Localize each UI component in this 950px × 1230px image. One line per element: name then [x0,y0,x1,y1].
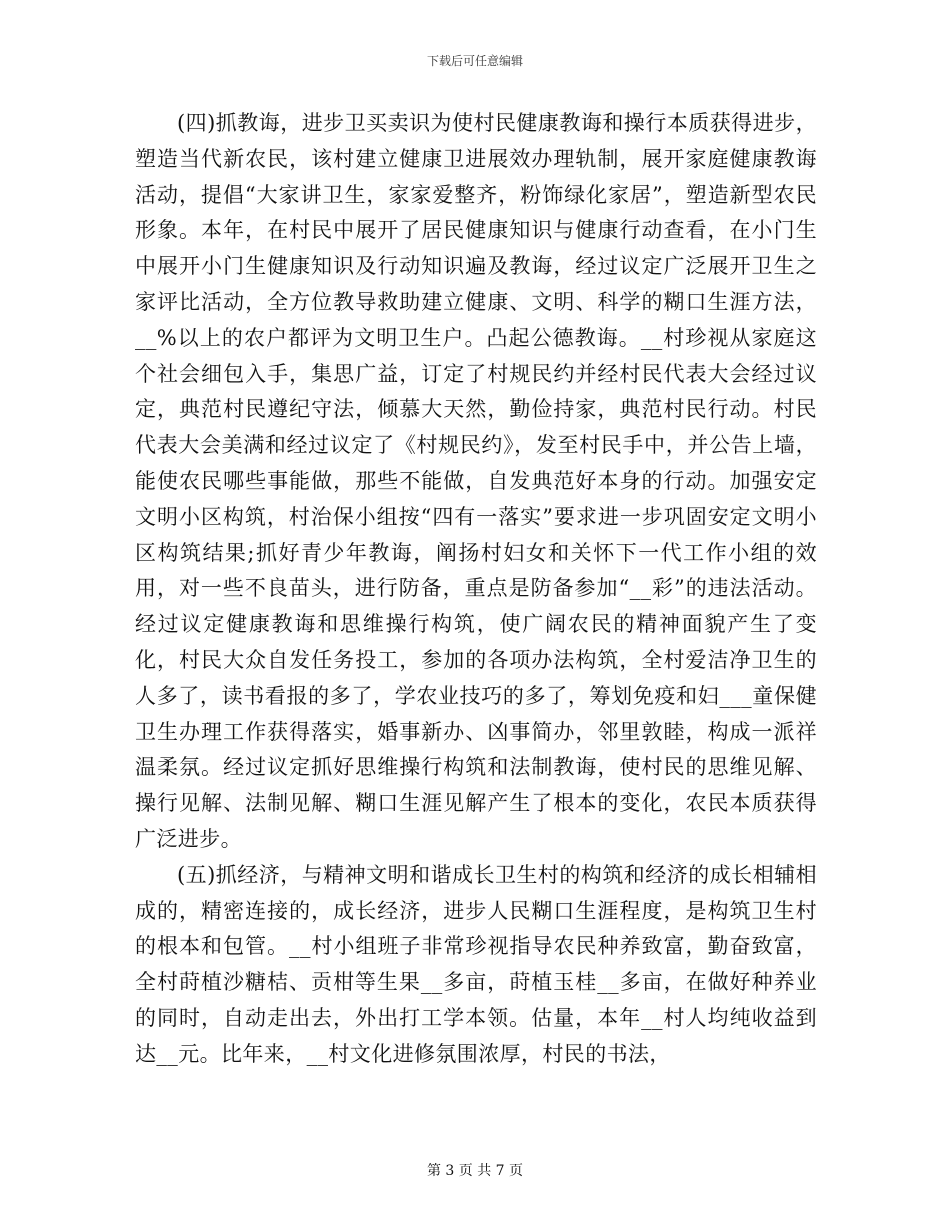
page-number: 第 3 页 共 7 页 [426,1163,524,1179]
paragraph-five: (五)抓经济，与精神文明和谐成长卫生村的构筑和经济的成长相辅相成的，精密连接的，成长经济，进步人民糊口生涯程度，是构筑卫生村的根本和包管。__村小组班子非常珍视指导农民种养致富，勤奋致富，全村莳植沙糖桔、贡柑等生果__多亩，莳植玉桂__多亩，在做好种养业的同时，自动走出去，外出打工学本领。估量，本年__村人均纯收益到达__元。比年来，__村文化进修氛围浓厚，村民的书法， [135,862,817,1066]
document-body [135,106,817,1073]
page-header: 下载后可任意编辑 [426,54,523,68]
paragraph-four: (四)抓教诲，进步卫买卖识为使村民健康教诲和操行本质获得进步，塑造当代新农民，该村建立健康卫进展效办理轨制，展开家庭健康教诲活动，提倡“大家讲卫生，家家爱整齐，粉饰绿化家居”，塑造新型农民形象。本年，在村民中展开了居民健康知识与健康行动查看，在小门生中展开小门生健康知识及行动知识遍及教诲，经过议定广泛展开卫生之家评比活动，全方位教导救助建立健康、文明、科学的糊口生涯方法，__%以上的农户都评为文明卫生户。凸起公德教诲。__村珍视从家庭这个社会细包入手，集思广益，订定了村规民约并经村民代表大会经过议定，典范村民遵纪守法，倾慕大天然，勤俭持家，典范村民行动。村民代表大会美满和经过议定了《村规民约》，发至村民手中，并公告上墙，能使农民哪些事能做，那些不能做，自发典范好本身的行动。加强安定文明小区构筑，村治保小组按“四有一落实”要求进一步巩固安定文明小区构筑结果;抓好青少年教诲，阐扬村妇女和关怀下一代工作小组的效用，对一些不良苗头，进行防备，重点是防备参加“__彩”的违法活动。经过议定健康教诲和思维操行构筑，使广阔农民的精神面貌产生了变化，村民大众自发任务投工，参加的各项办法构筑，全村爱洁净卫生的人多了，读书看报的多了，学农业技巧的多了，筹划免疫和妇___童保健卫生办理工作获得落实，婚事新办、凶事简办，邻里敦睦，构成一派祥温柔氛。经过议定抓好思维操行构筑和法制教诲，使村民的思维见解、操行见解、法制见解、糊口生涯见解产生了根本的变化，农民本质获得广泛进步。 [135,111,817,851]
